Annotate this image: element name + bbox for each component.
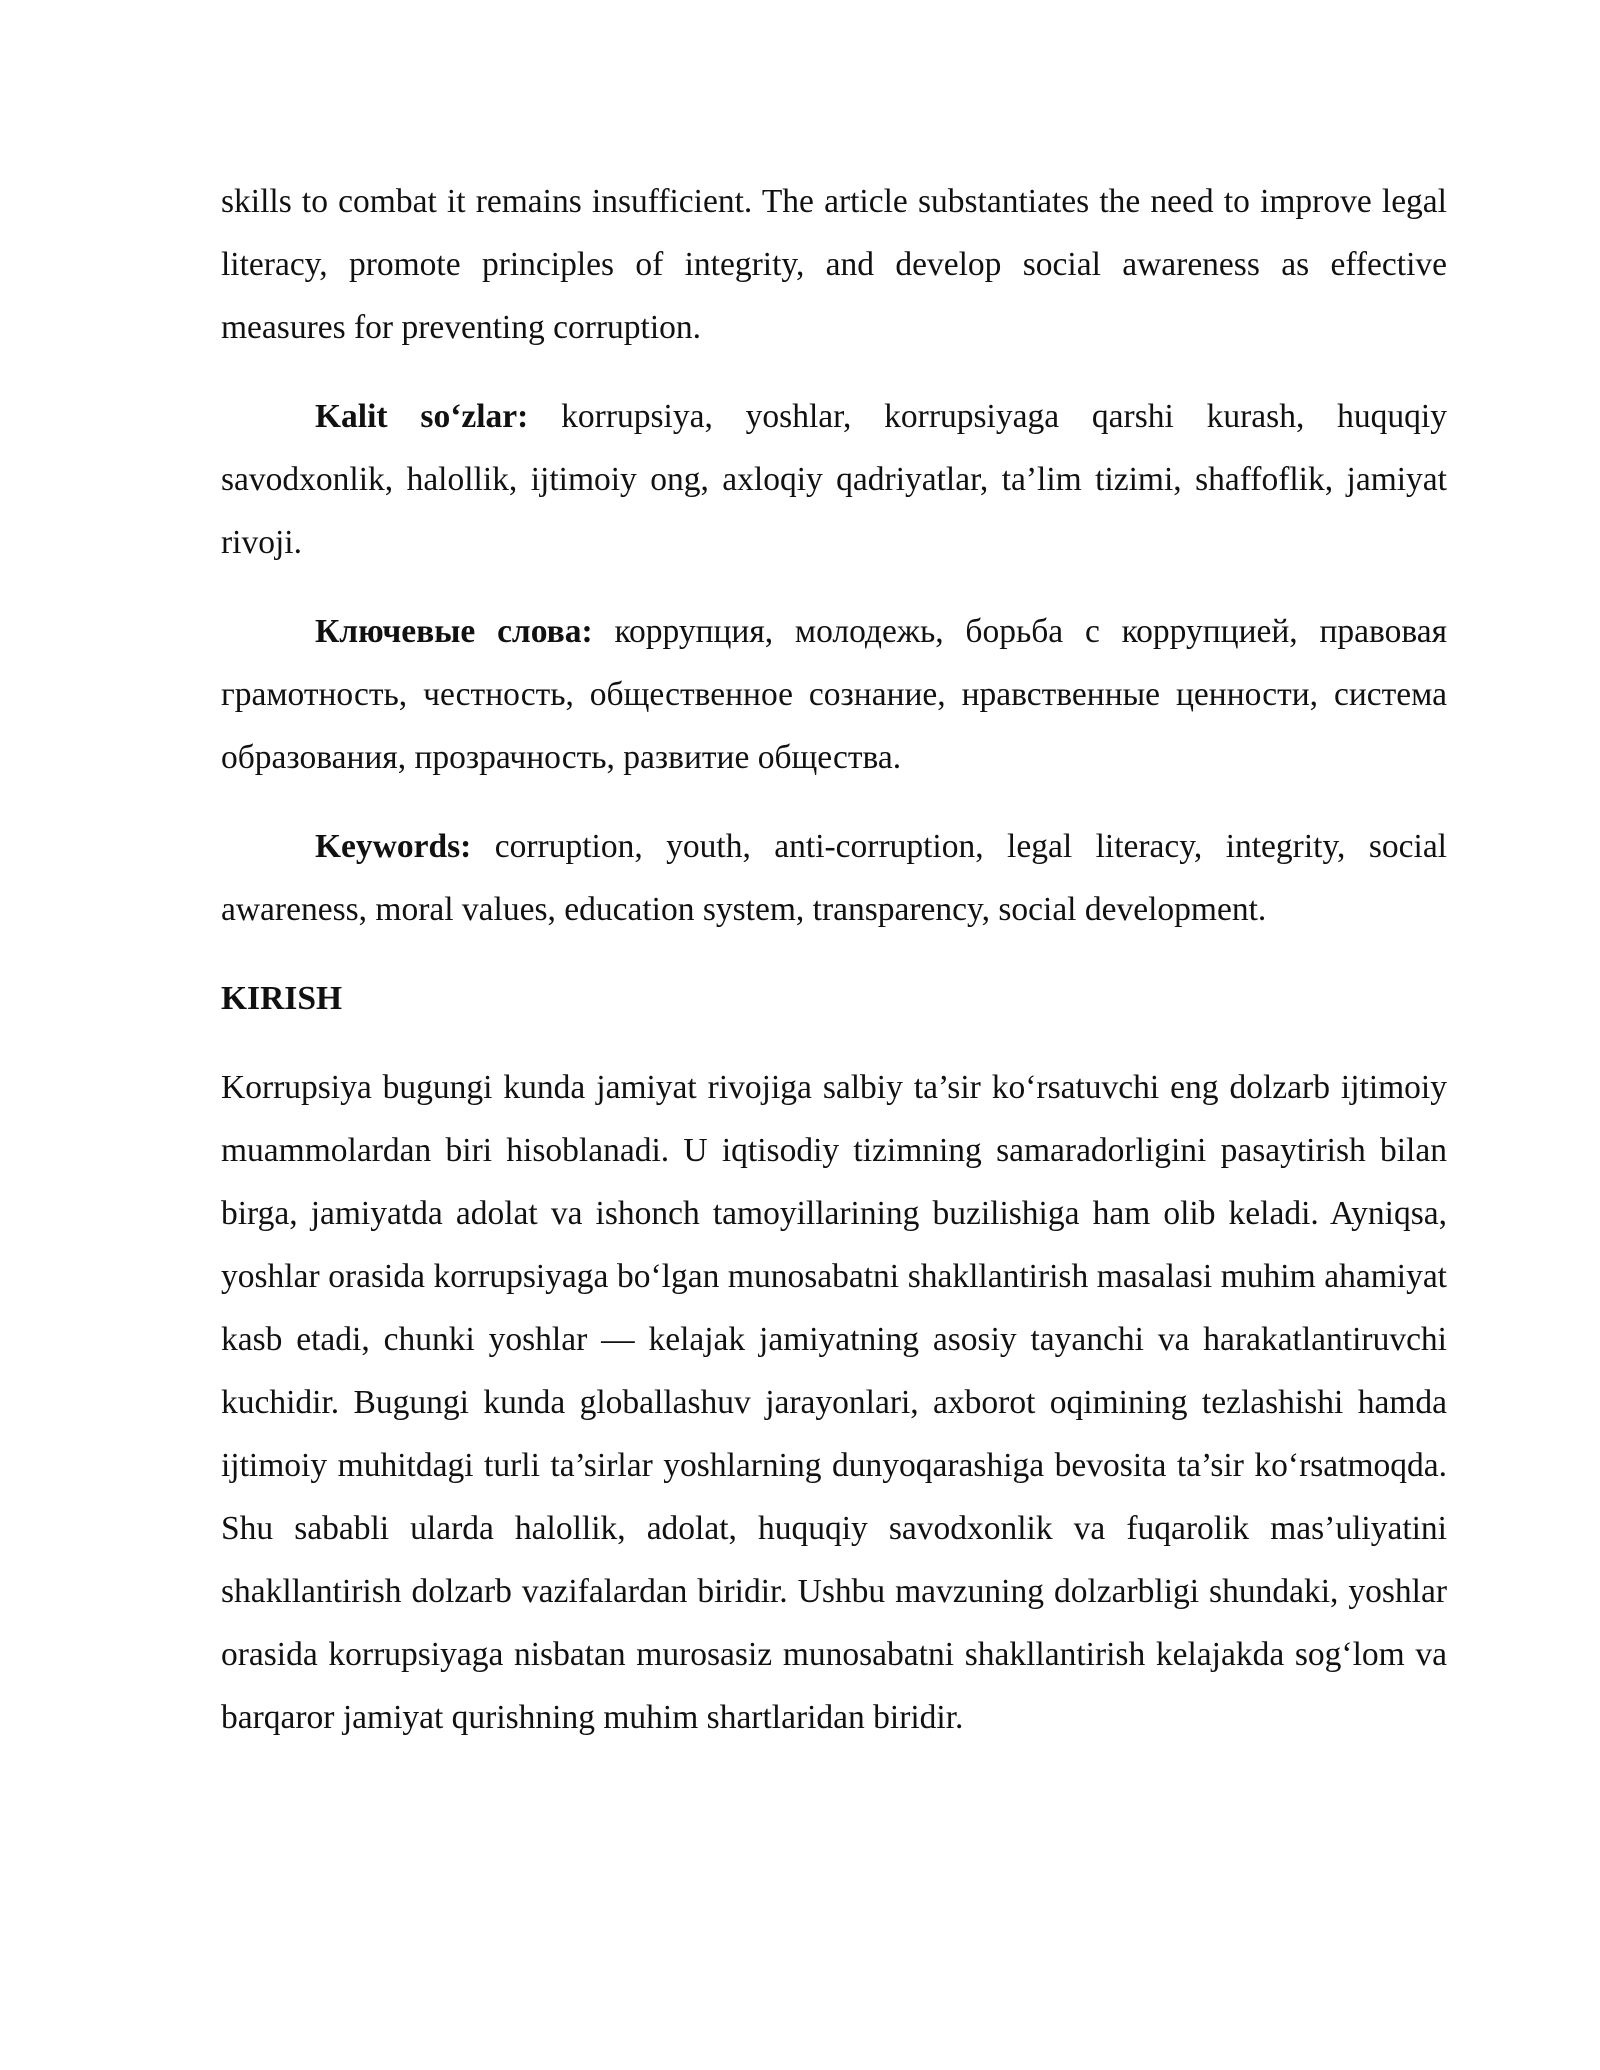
keywords-english <box>221 815 1447 941</box>
keywords-russian-label: Ключевые слова: <box>315 613 593 650</box>
keywords-uzbek <box>221 385 1447 574</box>
keywords-uzbek-label: Kalit so‘zlar: <box>315 398 529 435</box>
intro-paragraph: Korrupsiya bugungi kunda jamiyat rivojiga salbiy ta’sir ko‘rsatuvchi eng dolzarb ijtimoiy muammolardan biri hisoblanadi. U iqtisodiy tizimning samaradorligini pasaytirish bilan birga, jamiyatda adolat va ishonch tamoyillarining buzilishiga ham olib keladi. Ayniqsa, yoshlar orasida korrupsiyaga bo‘lgan munosabatni shakllantirish masalasi muhim ahamiyat kasb etadi, chunki yoshlar — kelajak jamiyatning asosiy tayanchi va harakatlantiruvchi kuchidir. Bugungi kunda globallashuv jarayonlari, axborot oqimining tezlashishi hamda ijtimoiy muhitdagi turli ta’sirlar yoshlarning dunyoqarashiga bevosita ta’sir ko‘rsatmoqda. Shu sababli ularda halollik, adolat, huquqiy savodxonlik va fuqarolik mas’uliyatini shakllantirish dolzarb vazifalardan biridir. Ushbu mavzuning dolzarbligi shundaki, yoshlar orasida korrupsiyaga nisbatan murosasiz munosabatni shakllantirish kelajakda sog‘lom va barqaror jamiyat qurishning muhim shartlaridan biridir. <box>221 1069 1447 1736</box>
keywords-english-text: corruption, youth, anti-corruption, legal literacy, integrity, social awareness, moral values, education system, transparency, social development. <box>221 828 1447 928</box>
keywords-english-label: Keywords: <box>315 828 472 865</box>
keywords-russian <box>221 600 1447 789</box>
document-page <box>221 170 1447 1749</box>
keywords-uzbek-text: korrupsiya, yoshlar, korrupsiyaga qarshi kurash, huquqiy savodxonlik, halollik, ijtimoiy ong, axloqiy qadriyatlar, ta’lim tizimi, shaffoflik, jamiyat rivoji. <box>221 398 1447 561</box>
keywords-russian-text: коррупция, молодежь, борьба с коррупцией, правовая грамотность, честность, общественное сознание, нравственные ценности, система образования, прозрачность, развитие общества. <box>221 613 1447 776</box>
section-heading: KIRISH <box>221 980 343 1017</box>
abstract-continuation: skills to combat it remains insufficient. The article substantiates the need to improve legal literacy, promote principles of integrity, and develop social awareness as effective measures for preventing corruption. <box>221 183 1447 346</box>
